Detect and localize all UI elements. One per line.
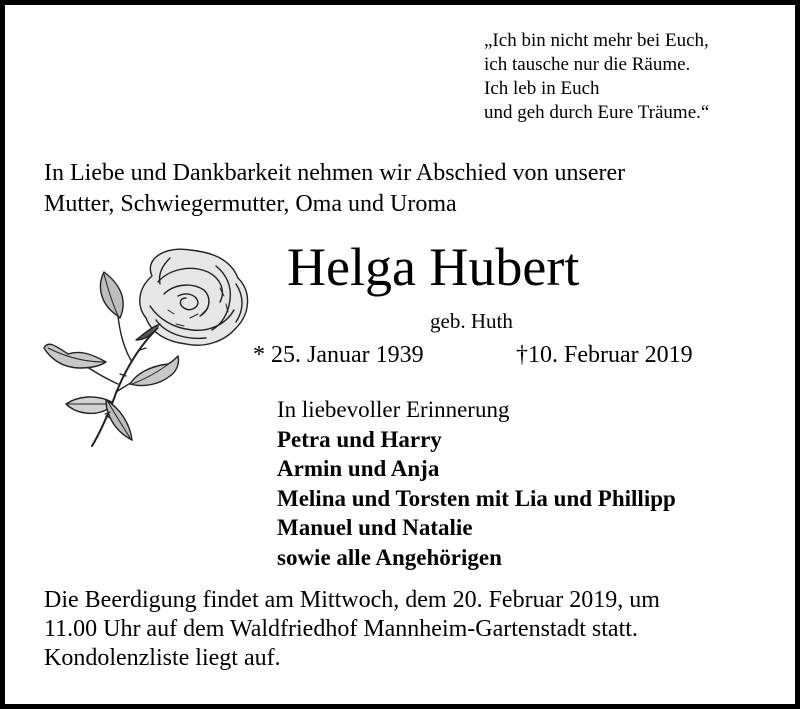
mourner-line: sowie alle Angehörigen <box>277 544 502 570</box>
quote-line: und geh durch Eure Träume.“ <box>484 102 710 123</box>
birth-date: * 25. Januar 1939 <box>253 342 424 368</box>
mourner-line: Melina und Torsten mit Lia und Phillipp <box>277 485 676 511</box>
quote-line: „Ich bin nicht mehr bei Euch, <box>484 30 709 51</box>
intro-text <box>44 158 774 220</box>
intro-line: Mutter, Schwiegermutter, Oma und Uroma <box>44 191 457 217</box>
intro-line: In Liebe und Dankbarkeit nehmen wir Abschied von unserer <box>44 160 626 186</box>
mourner-line: Petra und Harry <box>277 426 442 452</box>
memory-heading: In liebevoller Erinnerung <box>277 397 510 422</box>
mourner-line: Manuel und Natalie <box>277 515 473 540</box>
funeral-line: Kondolenzliste liegt auf. <box>44 645 281 671</box>
death-date: †10. Februar 2019 <box>516 342 693 368</box>
rose-icon <box>40 244 255 449</box>
funeral-line: 11.00 Uhr auf dem Waldfriedhof Mannheim-Gartenstadt statt. <box>44 616 638 642</box>
mourner-line: Armin und Anja <box>277 456 440 481</box>
deceased-name: Helga Hubert <box>287 237 580 297</box>
quote-line: ich tausche nur die Räume. <box>484 54 691 75</box>
maiden-name: geb. Huth <box>430 309 513 333</box>
quote-line: Ich leb in Euch <box>484 78 600 99</box>
mourners-block <box>277 395 676 572</box>
memorial-quote <box>484 29 784 125</box>
funeral-details <box>44 586 660 673</box>
funeral-line: Die Beerdigung findet am Mittwoch, dem 20. Februar 2019, um <box>44 587 660 613</box>
